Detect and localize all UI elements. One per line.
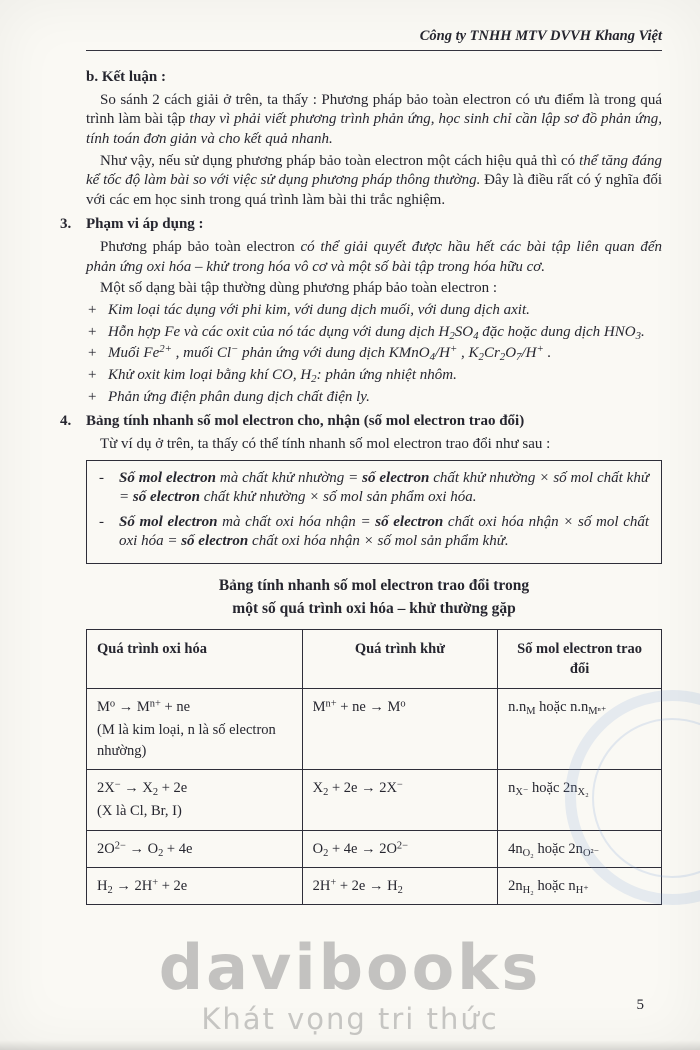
list-item	[86, 366, 662, 386]
cell-oxidation	[87, 830, 303, 867]
text-segment: Số mol electron	[119, 469, 216, 486]
scan-edge-shadow	[0, 1040, 700, 1050]
section-title: Phạm vi áp dụng :	[86, 216, 204, 233]
page-header	[86, 28, 662, 51]
cell-reduction: $O_2 + 4e \to 2O^{2-}$	[302, 830, 498, 867]
cell-mol-electron: $n.n_M$ hoặc $n.n_{M^{n+}}$	[498, 689, 662, 770]
cell-oxidation	[87, 689, 303, 770]
text-segment: Số mol electron	[119, 513, 218, 530]
publisher-name: Công ty TNHH MTV DVVH Khang Việt	[419, 28, 662, 44]
table-header-row	[87, 629, 662, 689]
bullet-marker: +	[88, 323, 97, 340]
bullet-marker: +	[88, 345, 97, 362]
oxidation-note: (M là kim loại, n là số electron nhường)	[97, 722, 276, 759]
text-segment: Như vậy, nếu sử dụng phương pháp bảo toàn electron một cách hiệu quả thì có	[100, 152, 580, 169]
text-segment: có thể giải quyết được hầu hết các bài tập liên quan đến phản ứng oxi hóa – khử trong hóa vô cơ và một số bài tập trong hóa hữu cơ.	[86, 239, 662, 275]
davibooks-watermark	[0, 931, 700, 1036]
oxidation-note: (X là Cl, Br, I)	[97, 803, 182, 820]
table-title-line1: Bảng tính nhanh số mol electron trao đổi trong	[218, 577, 530, 595]
cell-mol-electron: $2n_{H_2}$ hoặc $n_{H^+}$	[498, 867, 662, 904]
table-row	[87, 770, 662, 831]
table-row	[87, 867, 662, 904]
text-segment: thể tăng đáng kể tốc độ làm bài so với việc sử dụng phương pháp thông thường.	[86, 152, 662, 189]
text-segment: số electron	[375, 513, 444, 530]
text-segment: chất khử nhường × số mol sản phẩm oxi hóa.	[199, 489, 477, 506]
bullet-text: Kim loại tác dụng với phi kim, với dung dịch muối, với dung dịch axit.	[108, 302, 530, 319]
cell-oxidation	[87, 770, 303, 831]
dash-marker: -	[99, 469, 104, 486]
cell-oxidation	[87, 867, 303, 904]
column-header-reduction: Quá trình khử	[302, 629, 498, 689]
table-title-line2: một số quá trình oxi hóa – khử thường gặp	[232, 600, 516, 618]
heading-quick-count	[60, 412, 662, 432]
text-segment: chất oxi hóa nhận × số mol chất oxi hóa =	[119, 513, 650, 550]
cell-reduction: $2H^+ + 2e \to H_2$	[302, 867, 498, 904]
bullet-text: Hỗn hợp Fe và các oxit của nó tác dụng với dung dịch $H_2SO_4$ đặc hoặc dung dịch $HNO_3$.	[108, 323, 645, 342]
text-segment: số electron	[132, 489, 200, 506]
dash-marker: -	[99, 513, 104, 530]
text-segment: số electron	[362, 469, 430, 486]
bullet-marker: +	[88, 366, 97, 383]
watermark-brand: davibooks	[158, 931, 542, 1004]
oxidation-equation: $2O^{2-} \to O_2 + 4e$	[97, 839, 193, 859]
section-number: 4.	[60, 413, 72, 430]
list-item	[86, 344, 662, 364]
table-row	[87, 830, 662, 867]
bullet-text: Phản ứng điện phân dung dịch chất điện ly.	[108, 388, 370, 405]
cell-mol-electron: $n_{X^-}$ hoặc $2n_{X_2}$	[498, 770, 662, 831]
bullet-marker: +	[88, 388, 97, 405]
bullet-text: Muối $Fe^{2+}$ , muối Cl− phản ứng với dung dịch KMnO$_4$/H+ , $K_2Cr_2O_7/H^+$ .	[108, 343, 552, 364]
paragraph-intro-rule: Từ ví dụ ở trên, ta thấy có thể tính nhanh số mol electron trao đổi như sau :	[100, 435, 551, 452]
rule-item	[95, 469, 649, 508]
electron-rule-box	[86, 460, 662, 565]
text-segment: Đây là điều rất có ý nghĩa đối với các em học sinh trong quá trình làm bài thi trắc nghiệm.	[86, 172, 662, 208]
bullet-text: Khử oxit kim loại bằng khí CO, $H_2$: phản ứng nhiệt nhôm.	[108, 366, 457, 385]
text-segment: chất khử nhường × số mol chất khử =	[119, 469, 650, 506]
heading-scope	[60, 215, 662, 235]
electron-exchange-table	[86, 629, 662, 906]
page-number: 5	[636, 997, 644, 1013]
section-number: 3.	[60, 216, 72, 233]
rule-text	[119, 469, 649, 508]
table-title	[86, 574, 662, 621]
section-title: Bảng tính nhanh số mol electron cho, nhận (số mol electron trao đổi)	[86, 413, 525, 430]
heading-conclusion: b. Kết luận :	[86, 69, 167, 85]
rule-text	[119, 513, 649, 552]
text-segment: số electron	[181, 533, 249, 550]
oxidation-equation: $H_2 \to 2H^+ + 2e$	[97, 877, 188, 896]
text-segment: mà chất khử nhường =	[215, 469, 363, 486]
text-segment: Phương pháp bảo toàn electron	[100, 239, 301, 256]
cell-reduction: $M^{n+}$ + ne → $M^o$	[302, 689, 498, 770]
page-content	[60, 66, 662, 905]
column-header-oxidation: Quá trình oxi hóa	[87, 629, 303, 689]
list-item	[86, 301, 662, 321]
paragraph-comparison	[86, 91, 662, 150]
text-segment: So sánh 2 cách giải ở trên, ta thấy : Phương pháp bảo toàn electron có ưu điểm là trong quá trình làm bài tập	[86, 91, 662, 128]
oxidation-equation: $2X^- \to X_2 + 2e$	[97, 779, 188, 798]
list-item	[86, 323, 662, 343]
rule-item	[95, 513, 649, 552]
table-row	[87, 689, 662, 770]
paragraph-exercise-types: Một số dạng bài tập thường dùng phương pháp bảo toàn electron :	[100, 280, 498, 297]
bullet-marker: +	[88, 302, 97, 319]
cell-reduction: $X_2 + 2e \to 2X^-$	[302, 770, 498, 831]
paragraph-scope	[86, 238, 662, 277]
list-item	[86, 388, 662, 408]
watermark-slogan: Khát vọng tri thức	[201, 1002, 499, 1036]
text-segment: thay vì phải viết phương trình phản ứng, học sinh chỉ cần lập sơ đồ phản ứng, tính toán đơn giản và cho kết quả nhanh.	[86, 111, 662, 147]
text-segment: mà chất oxi hóa nhận =	[217, 513, 376, 530]
text-segment: chất oxi hóa nhận × số mol sản phẩm khử.	[248, 533, 509, 550]
cell-mol-electron: $4n_{O_2}$ hoặc $2n_{O^{2-}}$	[498, 830, 662, 867]
oxidation-equation: $M^o \to M^{n+}$ + ne	[97, 698, 191, 716]
paragraph-benefit	[86, 152, 662, 211]
column-header-mol-electron: Số mol electron trao đổi	[498, 629, 662, 689]
